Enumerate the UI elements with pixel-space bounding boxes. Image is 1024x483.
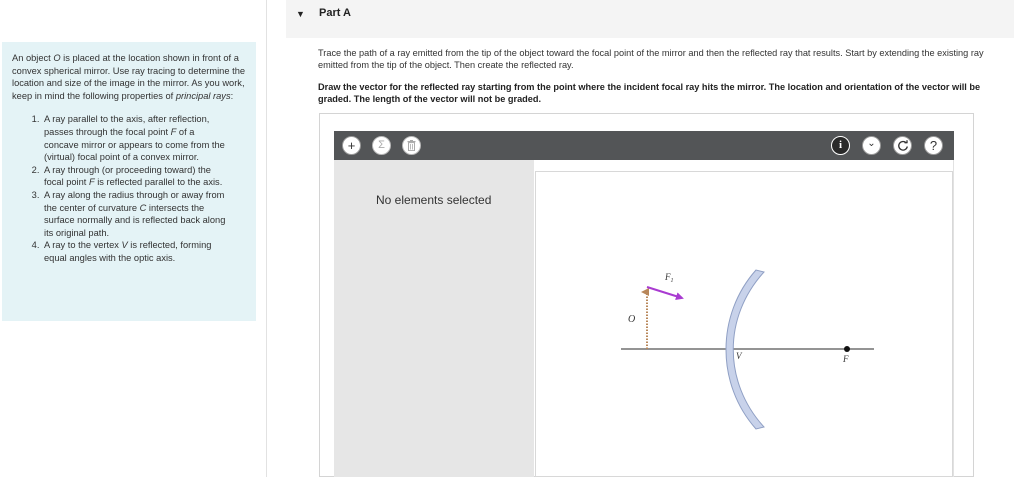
list-item: 2. A ray through (or proceeding toward) the focal point F is reflected parallel to the axis. xyxy=(42,164,227,189)
help-button[interactable] xyxy=(924,136,943,155)
list-item: 1. A ray parallel to the axis, after reflection, passes through the focal point F of a concave mirror or appears to come from the (virtual) focal point of a convex mirror. xyxy=(42,113,227,163)
properties-side-panel xyxy=(334,160,534,477)
part-title: Part A xyxy=(319,7,351,19)
delete-button[interactable] xyxy=(402,136,421,155)
add-vector-button[interactable] xyxy=(342,136,361,155)
principal-rays-list xyxy=(12,113,227,264)
question-icon: ? xyxy=(929,138,938,153)
instruction-text: Trace the path of a ray emitted from the tip of the object toward the focal point of the mirror and then the reflected ray that results. Start by extending the existing ray emitted from the tip of the object. Then create the reflected ray. xyxy=(318,48,984,71)
focal-point-marker xyxy=(844,346,850,352)
ray-tracing-canvas[interactable] xyxy=(535,171,953,477)
ray-diagram[interactable] xyxy=(536,172,954,478)
collapse-caret-icon[interactable]: ▼ xyxy=(296,9,305,19)
f1-label: $F_1$ xyxy=(665,272,674,284)
reset-icon xyxy=(897,140,909,152)
incident-ray-vector[interactable] xyxy=(647,287,682,298)
info-intro: An object O is placed at the location shown in front of a convex spherical mirror. Use ray tracing to determine the location and size of the image in the mirror. As you work, keep in mind the following properties of principal rays: xyxy=(12,53,246,101)
sigma-icon: Σ xyxy=(378,139,385,151)
column-divider xyxy=(266,0,267,477)
sum-vectors-button[interactable] xyxy=(372,136,391,155)
vertex-label: V xyxy=(736,351,742,361)
info-button[interactable] xyxy=(831,136,850,155)
object-label: O xyxy=(628,314,636,325)
options-dropdown-button[interactable] xyxy=(862,136,881,155)
part-a-header[interactable] xyxy=(286,0,1014,38)
canvas-border xyxy=(953,160,954,477)
trash-icon xyxy=(407,140,416,151)
focal-point-label: F xyxy=(843,354,849,364)
info-icon: i xyxy=(832,137,849,154)
reset-button[interactable] xyxy=(893,136,912,155)
selection-status: No elements selected xyxy=(376,193,492,207)
plus-icon: + xyxy=(347,138,356,153)
list-item: 3. A ray along the radius through or away from the center of curvature C intersects the surface normally and is reflected back along its original path. xyxy=(42,189,227,239)
chevron-down-icon: ⌄ xyxy=(867,137,876,149)
grading-instruction-text: Draw the vector for the reflected ray starting from the point where the incident focal ray hits the mirror. The location and orientation of the vector will be graded. The length of the vector will not be graded. xyxy=(318,82,981,105)
drawing-toolbar xyxy=(334,131,954,160)
list-item: 4. A ray to the vertex V is reflected, forming equal angles with the optic axis. xyxy=(42,239,227,264)
principal-rays-info-panel xyxy=(2,42,256,321)
